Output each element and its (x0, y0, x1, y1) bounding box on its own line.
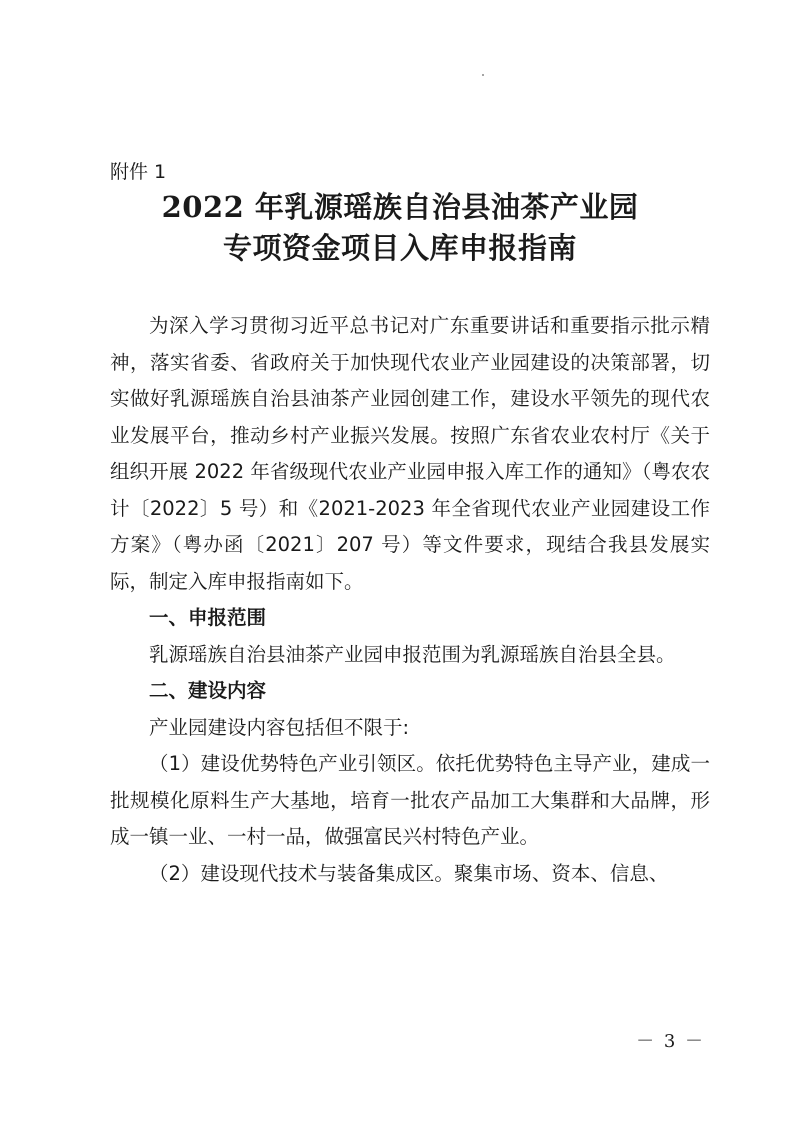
scan-speck (482, 74, 484, 76)
section-heading-content: 二、建设内容 (149, 679, 267, 702)
intro-paragraph: 为深入学习贯彻习近平总书记对广东重要讲话和重要指示批示精神，落实省委、省政府关于加快现代农业产业园建设的决策部署，切实做好乳源瑶族自治县油茶产业园创建工作，建设水平领先的现代农业发展平台，推动乡村产业振兴发展。按照广东省农业农村厅《关于组织开展 2022 年省级现代农业产业园申报入库工作的通知》（粤农农计〔2022〕5 号）和《2021-2023 年全省现代农业产业园建设工作方案》（粤办函〔2021〕207 号）等文件要求，现结合我县发展实际，制定入库申报指南如下。 (110, 314, 710, 593)
document-title-line-1: 2022 年乳源瑶族自治县油茶产业园 (161, 190, 639, 224)
section-heading-scope: 一、申报范围 (149, 606, 267, 629)
attachment-label: 附件 1 (110, 161, 167, 183)
document-body (110, 308, 710, 892)
content-intro-paragraph: 产业园建设内容包括但不限于: (149, 715, 410, 739)
page-number: － 3 － (636, 1031, 705, 1052)
content-item-1: （1）建设优势特色产业引领区。依托优势特色主导产业，建成一批规模化原料生产大基地，培育一批农产品加工大集群和大品牌，形成一镇一业、一村一品，做强富民兴村特色产业。 (110, 752, 710, 848)
content-item-2: （2）建设现代技术与装备集成区。聚集市场、资本、信息、 (149, 861, 669, 885)
document-title-line-2: 专项资金项目入库申报指南 (222, 231, 577, 265)
scope-paragraph: 乳源瑶族自治县油茶产业园申报范围为乳源瑶族自治县全县。 (149, 642, 676, 666)
